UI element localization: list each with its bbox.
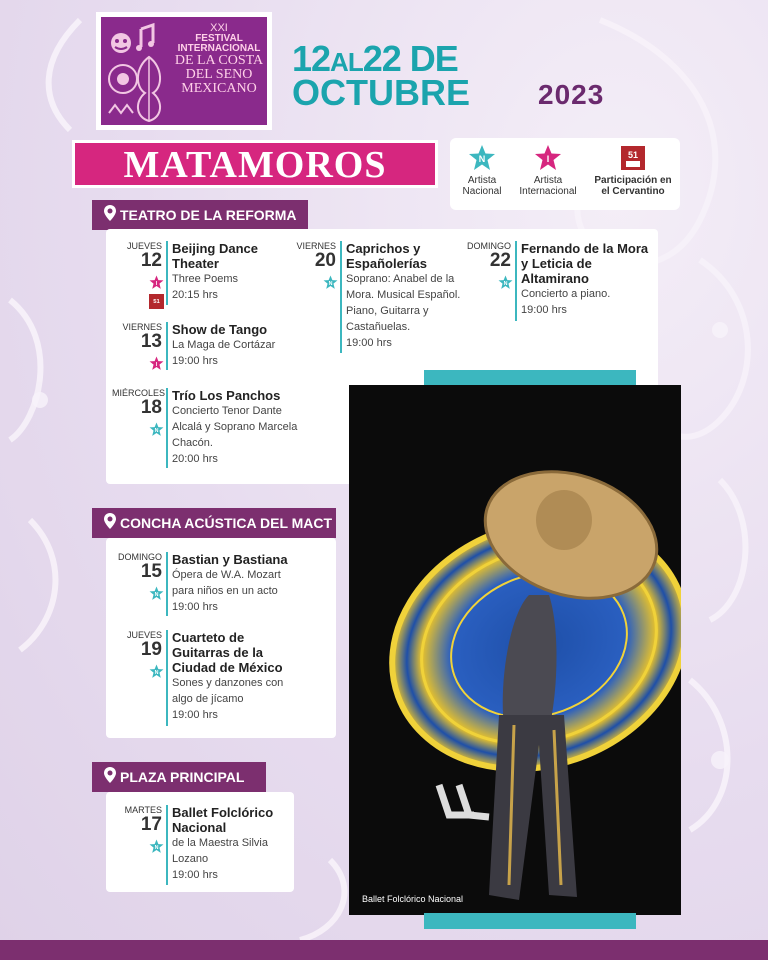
logo-masks-violin-art xyxy=(101,17,169,125)
event-time: 19:00 hrs xyxy=(346,337,392,349)
logo-de-la-costa: DE LA COSTA xyxy=(174,53,264,68)
date-start: 12 xyxy=(292,38,331,79)
event-day: 12 xyxy=(140,250,162,271)
event-day: 13 xyxy=(140,331,162,352)
event-title: Caprichos y Españolerías xyxy=(346,241,427,271)
event-desc: Sones y danzones con algo de jícamo xyxy=(172,677,284,705)
dancers-photo xyxy=(349,385,681,915)
event-title: Ballet Folclórico Nacional xyxy=(172,805,274,835)
event-time: 20:00 hrs xyxy=(172,453,218,465)
event-weekday: VIERNES xyxy=(296,241,336,251)
logo-edition: XXI xyxy=(210,22,228,34)
date-de: DE xyxy=(409,38,458,79)
festival-logo xyxy=(96,12,272,130)
event-desc: La Maga de Cortázar xyxy=(172,339,276,351)
city-banner xyxy=(72,140,438,188)
internacional-star-icon xyxy=(149,275,164,290)
event-time: 19:00 hrs xyxy=(521,304,567,316)
event-title: Fernando de la Mora y Leticia de Altamirano xyxy=(521,241,649,286)
event-day: 18 xyxy=(140,397,162,418)
legend-internacional xyxy=(512,144,584,197)
date-end: 22 xyxy=(362,38,401,79)
event-weekday: JUEVES xyxy=(126,630,162,640)
event-weekday: DOMINGO xyxy=(118,552,162,562)
event-day: 19 xyxy=(140,639,162,660)
date-al: AL xyxy=(330,47,363,77)
svg-text:N: N xyxy=(478,154,486,164)
event-bar xyxy=(166,388,168,468)
event-title: Trío Los Panchos xyxy=(172,388,281,403)
legend-cervantino xyxy=(588,144,678,197)
legend-cervantino-l2: el Cervantino xyxy=(601,186,665,197)
logo-festival: FESTIVAL xyxy=(195,33,243,44)
event-weekday: MIÉRCOLES xyxy=(112,388,166,398)
legend-cervantino-l1: Participación en xyxy=(594,175,672,186)
event-desc: Ópera de W.A. Mozart para niños en un acto xyxy=(172,569,281,597)
event-time: 19:00 hrs xyxy=(172,869,218,881)
event-weekday: DOMINGO xyxy=(467,241,511,251)
event-day: 22 xyxy=(489,250,511,271)
event-desc: Concierto a piano. xyxy=(521,288,611,300)
event-desc: Soprano: Anabel de la Mora. Musical Español. Piano, Guitarra y Castañuelas. xyxy=(346,273,461,333)
event-weekday: MARTES xyxy=(124,805,162,815)
event-desc: Three Poems xyxy=(172,273,239,285)
legend-nacional-l1: Artista xyxy=(467,175,497,186)
svg-text:N: N xyxy=(154,670,159,677)
section-teatro-name: TEATRO DE LA REFORMA xyxy=(120,207,297,223)
logo-del-seno: DEL SENO xyxy=(185,67,253,82)
nacional-star-icon xyxy=(468,144,496,172)
event-time: 20:15 hrs xyxy=(172,289,218,301)
svg-text:51: 51 xyxy=(153,299,160,306)
nacional-star-icon xyxy=(149,664,164,679)
section-plaza-name: PLAZA PRINCIPAL xyxy=(120,769,245,785)
location-pin-icon xyxy=(104,201,116,231)
event-day: 20 xyxy=(314,250,336,271)
event-bar xyxy=(515,241,517,321)
legend-nacional xyxy=(456,144,508,197)
svg-text:N: N xyxy=(154,845,159,852)
logo-mexicano: MEXICANO xyxy=(181,81,257,96)
date-month: OCTUBRE xyxy=(292,72,470,113)
city-name: MATAMOROS xyxy=(123,144,387,186)
folklorico-dancers-illustration xyxy=(349,385,681,915)
event-bar xyxy=(166,552,168,616)
nacional-star-icon xyxy=(498,275,513,290)
event-desc: de la Maestra Silvia Lozano xyxy=(172,837,268,865)
svg-text:I: I xyxy=(155,362,158,369)
photo-caption: Ballet Folclórico Nacional xyxy=(362,894,464,904)
nacional-star-icon xyxy=(149,586,164,601)
internacional-star-icon xyxy=(534,144,562,172)
event-title: Bastian y Bastiana xyxy=(172,552,288,567)
section-header-concha xyxy=(92,508,336,538)
svg-text:N: N xyxy=(503,281,508,288)
section-header-plaza xyxy=(92,762,266,792)
svg-text:51: 51 xyxy=(627,150,639,160)
svg-text:N: N xyxy=(328,281,333,288)
event-bar xyxy=(166,241,168,305)
event-title: Cuarteto de Guitarras de la Ciudad de México xyxy=(172,630,283,675)
legend-internacional-l1: Artista xyxy=(533,175,563,186)
event-time: 19:00 hrs xyxy=(172,709,218,721)
legend-internacional-l2: Internacional xyxy=(519,186,577,197)
date-year: 2023 xyxy=(538,79,605,110)
event-bar xyxy=(340,241,342,353)
logo-text xyxy=(173,23,265,96)
event-weekday: VIERNES xyxy=(122,322,162,332)
event-title: Show de Tango xyxy=(172,322,268,337)
photo-frame-top xyxy=(424,370,636,386)
event-day: 17 xyxy=(140,814,162,835)
event-time: 19:00 hrs xyxy=(172,601,218,613)
footer-bar xyxy=(0,940,768,960)
cervantino-logo-icon xyxy=(619,144,647,172)
event-day: 15 xyxy=(140,561,162,582)
event-bar xyxy=(166,322,168,370)
location-pin-icon xyxy=(104,509,116,539)
internacional-star-icon xyxy=(149,356,164,371)
event-weekday: JUEVES xyxy=(126,241,162,251)
section-header-teatro xyxy=(92,200,308,230)
nacional-star-icon xyxy=(149,422,164,437)
logo-internacional: INTERNACIONAL xyxy=(177,43,261,54)
svg-text:I: I xyxy=(546,154,550,164)
legend-nacional-l2: Nacional xyxy=(462,186,502,197)
nacional-star-icon xyxy=(323,275,338,290)
location-pin-icon xyxy=(104,763,116,793)
event-desc: Concierto Tenor Dante Alcalá y Soprano Marcela Chacón. xyxy=(172,405,298,449)
svg-text:N: N xyxy=(154,428,159,435)
cervantino-logo-icon xyxy=(149,294,164,309)
event-bar xyxy=(166,805,168,885)
section-concha-name: CONCHA ACÚSTICA DEL MACT xyxy=(120,515,333,531)
event-title: Beijing Dance Theater xyxy=(172,241,258,271)
nacional-star-icon xyxy=(149,839,164,854)
event-bar xyxy=(166,630,168,726)
legend xyxy=(450,138,680,210)
event-time: 19:00 hrs xyxy=(172,355,218,367)
photo-frame-bottom xyxy=(424,913,636,929)
svg-text:N: N xyxy=(154,592,159,599)
svg-text:I: I xyxy=(155,281,158,288)
